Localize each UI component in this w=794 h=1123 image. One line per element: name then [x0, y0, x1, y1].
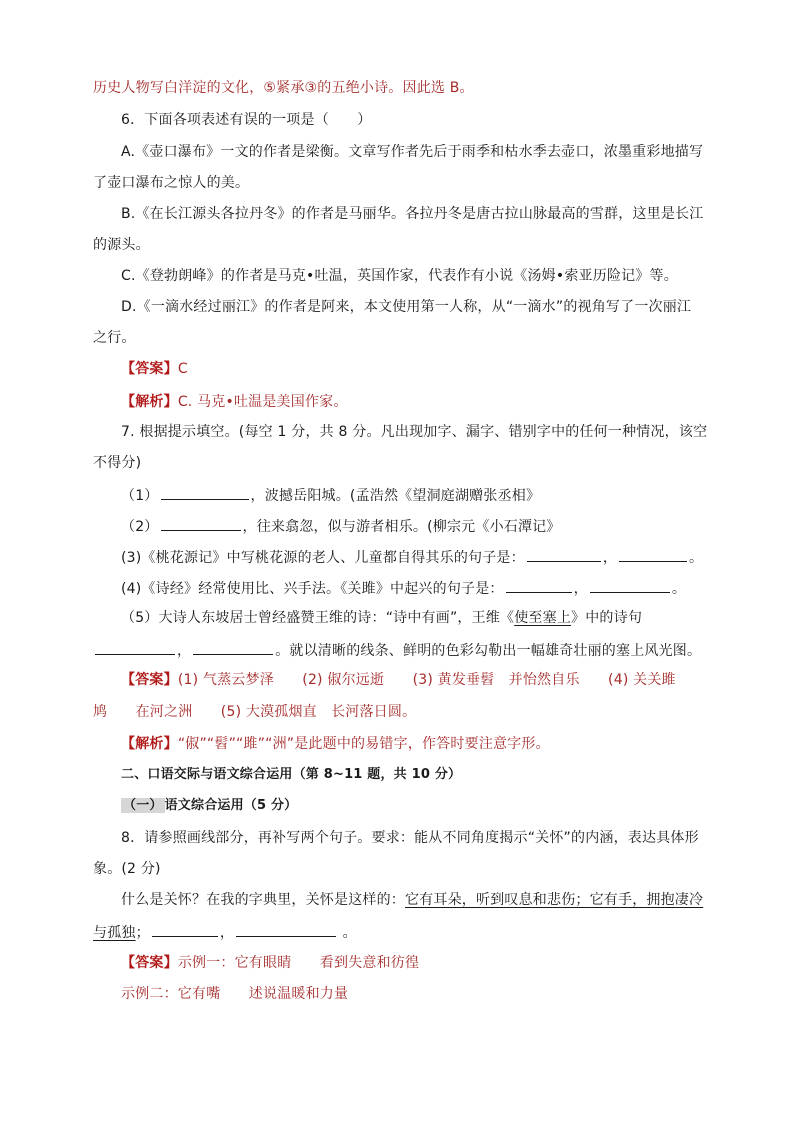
section-title: 二、口语交际与语文综合运用（第 8~11 题，共 10 分）: [121, 767, 462, 782]
analysis-label: 【解析】: [121, 394, 178, 410]
item-text: (4)《诗经》经常使用比、兴手法。《关雎》中起兴的句子是：: [121, 581, 504, 597]
fill-blank[interactable]: [161, 515, 241, 531]
answer-text: (1) 气蒸云梦泽 (2) 俶尔远逝 (3) 黄发垂髫 并怡然自乐 (4) 关关雎: [177, 672, 676, 688]
q7-item-4: (4)《诗经》经常使用比、兴手法。《关雎》中起兴的句子是： ， 。: [121, 577, 686, 599]
fill-blank[interactable]: [95, 639, 175, 655]
fill-blank[interactable]: [506, 577, 572, 593]
answer-label: 【答案】: [121, 955, 178, 971]
q6-option-d-cont: 之行。: [93, 330, 136, 346]
analysis-text: “俶”“髫”“雎”“洲”是此题中的易错字，作答时要注意字形。: [177, 736, 550, 752]
q8-stem-cont: 象。(2 分): [93, 861, 161, 877]
q7-stem-cont: 不得分): [93, 455, 142, 471]
analysis-text: C. 马克•吐温是美国作家。: [177, 394, 348, 410]
underlined-text: 与孤独: [93, 925, 136, 941]
q7-answer-cont: 鸠 在河之洲 (5) 大漠孤烟直 长河落日圆。: [93, 704, 417, 720]
fill-blank[interactable]: [619, 546, 687, 562]
answer-text: C: [177, 361, 188, 377]
fill-blank[interactable]: [590, 577, 670, 593]
analysis-label: 【解析】: [121, 736, 178, 752]
q8-answer: [121, 953, 419, 973]
q6-option-a-cont: 了壶口瀑布之惊人的美。: [93, 175, 250, 191]
q7-answer: [121, 670, 676, 690]
q6-analysis: [121, 392, 348, 412]
q7-analysis: [121, 734, 550, 754]
item-text: (3)《桃花源记》中写桃花源的老人、儿童都自得其乐的句子是：: [121, 550, 525, 566]
fill-blank[interactable]: [527, 546, 601, 562]
item-text: ，往来翕忽，似与游者相乐。(柳宗元《小石潭记》: [242, 519, 561, 535]
answer-text: 示例一：它有眼睛 看到失意和彷徨: [177, 955, 420, 971]
fill-blank[interactable]: [161, 484, 249, 500]
q6-option-b-cont: 的源头。: [93, 237, 150, 253]
q6-answer: [121, 359, 188, 379]
q6-option-c: C.《登勃朗峰》的作者是马克•吐温，英国作家，代表作有小说《汤姆•索亚历险记》等。: [121, 268, 678, 284]
fill-blank[interactable]: [236, 921, 336, 937]
answer-label: 【答案】: [121, 672, 178, 688]
q8-passage-cont: 与孤独； ， 。: [93, 921, 357, 943]
subsection-tag: （一）: [123, 798, 163, 813]
item-number: （1）: [121, 488, 159, 504]
poem-title: 使至塞上: [514, 610, 572, 626]
fill-blank[interactable]: [152, 921, 218, 937]
q6-option-a: A.《壶口瀑布》一文的作者是梁衡。文章写作者先后于雨季和枯水季去壶口，浓墨重彩地描写: [121, 144, 704, 160]
underlined-text: 它有耳朵，听到叹息和悲伤；它有手，拥抱凄冷: [405, 892, 704, 908]
subsection-title: （一） 语文综合运用（5 分）: [123, 798, 298, 813]
q7-item-2: [121, 515, 561, 537]
q7-item-5: （5）大诗人东坡居士曾经盛赞王维的诗：“诗中有画”，王维《使至塞上》中的诗句: [121, 610, 643, 626]
intro-text: 历史人物写白洋淀的文化，⑤紧承③的五绝小诗。因此选 B。: [93, 80, 474, 96]
q8-passage: 什么是关怀？在我的字典里，关怀是这样的：它有耳朵，听到叹息和悲伤；它有手，拥抱凄冷: [121, 892, 704, 908]
q7-item-5-cont: ， 。就以清晰的线条、鲜明的色彩勾勒出一幅雄奇壮丽的塞上风光图。: [93, 639, 701, 661]
item-number: （2）: [121, 519, 159, 535]
q6-stem: 6．下面各项表述有误的一项是（ ）: [121, 112, 372, 128]
q6-option-d: D.《一滴水经过丽江》的作者是阿来，本文使用第一人称，从“一滴水”的视角写了一次丽江: [121, 299, 692, 315]
item-text: ，波撼岳阳城。(孟浩然《望洞庭湖赠张丞相》: [250, 488, 541, 504]
q6-option-b: B.《在长江源头各拉丹冬》的作者是马丽华。各拉丹冬是唐古拉山脉最高的雪群，这里是长江: [121, 206, 704, 222]
q7-item-3: (3)《桃花源记》中写桃花源的老人、儿童都自得其乐的句子是： ， 。: [121, 546, 703, 568]
q8-stem: 8．请参照画线部分，再补写两个句子。要求：能从不同角度揭示“关怀”的内涵，表达具体形: [121, 830, 699, 846]
q8-answer-cont: 示例二：它有嘴 述说温暖和力量: [121, 986, 349, 1002]
fill-blank[interactable]: [193, 639, 273, 655]
answer-label: 【答案】: [121, 361, 178, 377]
q7-stem: 7. 根据提示填空。(每空 1 分，共 8 分。凡出现加字、漏字、错别字中的任何一种情况，该空: [121, 424, 708, 440]
q7-item-1: [121, 484, 540, 506]
